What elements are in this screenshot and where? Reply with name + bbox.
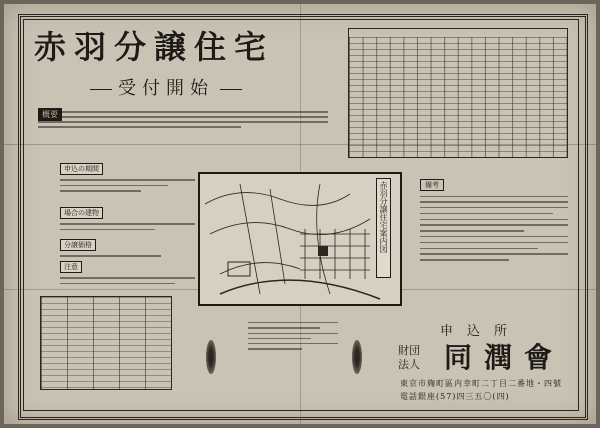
section-label: 場合の建物 [60,207,103,219]
organization-name: 同潤會 [444,341,565,374]
text-line [420,259,509,260]
text-line [38,111,328,113]
ornament-icon [206,340,216,374]
map-road [220,263,300,274]
text-line [420,253,568,254]
poster-title: 赤羽分譲住宅 [34,28,275,66]
table-grid [41,297,171,389]
map-railway [220,280,380,299]
map-road [205,193,350,206]
organization-kind: 財団法人 [398,344,420,371]
text-line [60,277,195,279]
text-line [420,236,568,237]
text-line [248,338,311,339]
subtitle-text: 受付開始 [118,78,214,99]
text-line [420,224,568,225]
text-line [38,126,241,128]
map-road [270,189,285,284]
map-site-marker [318,246,328,256]
map-road [317,184,330,294]
text-line [420,196,568,197]
section-label: 申込の期間 [60,163,103,175]
text-line [248,327,320,328]
map-drawing [200,174,400,304]
text-line [60,185,168,187]
section-buildings [60,200,195,234]
section-label: 注意 [60,261,82,273]
text-line [60,190,141,192]
text-line [38,121,328,123]
organization-address: 東京市麹町區内幸町二丁目二番地・四號 [400,379,562,388]
text-line [38,116,328,118]
text-line [248,348,302,349]
text-line [420,230,524,231]
lot-price-table [348,28,568,158]
text-line [248,333,338,334]
location-map [198,172,402,306]
map-road [210,219,370,235]
text-line [420,248,538,249]
text-line [420,242,568,243]
overview-block [38,108,328,131]
notes-label: 備考 [420,179,444,191]
map-title: 赤羽分譲住宅案内図 [376,178,391,278]
text-line [420,213,553,214]
section-notice [60,254,195,288]
section-label: 分譲価格 [60,239,96,251]
text-line [420,219,568,220]
text-line [60,179,195,181]
ornament-icon [352,340,362,374]
map-road [240,184,260,294]
text-line [60,223,195,225]
payment-table [40,296,172,390]
text-line [248,343,338,344]
ornament-dash [220,89,242,90]
text-line [420,201,568,202]
ornament-dash [90,89,112,90]
organization-telephone: 電話銀座(57)四三五〇(四) [400,392,510,401]
notes-block [420,172,568,265]
application-office-label: 申込所 [440,324,522,339]
poster-subtitle [84,74,248,100]
map-grid-streets [305,229,365,279]
text-line [420,207,568,208]
table-grid [349,37,567,157]
text-line [248,322,338,323]
text-line [60,283,175,285]
application-details [248,318,338,390]
overview-label: 概要 [38,108,62,121]
text-line [60,229,155,231]
section-application-period [60,156,195,196]
